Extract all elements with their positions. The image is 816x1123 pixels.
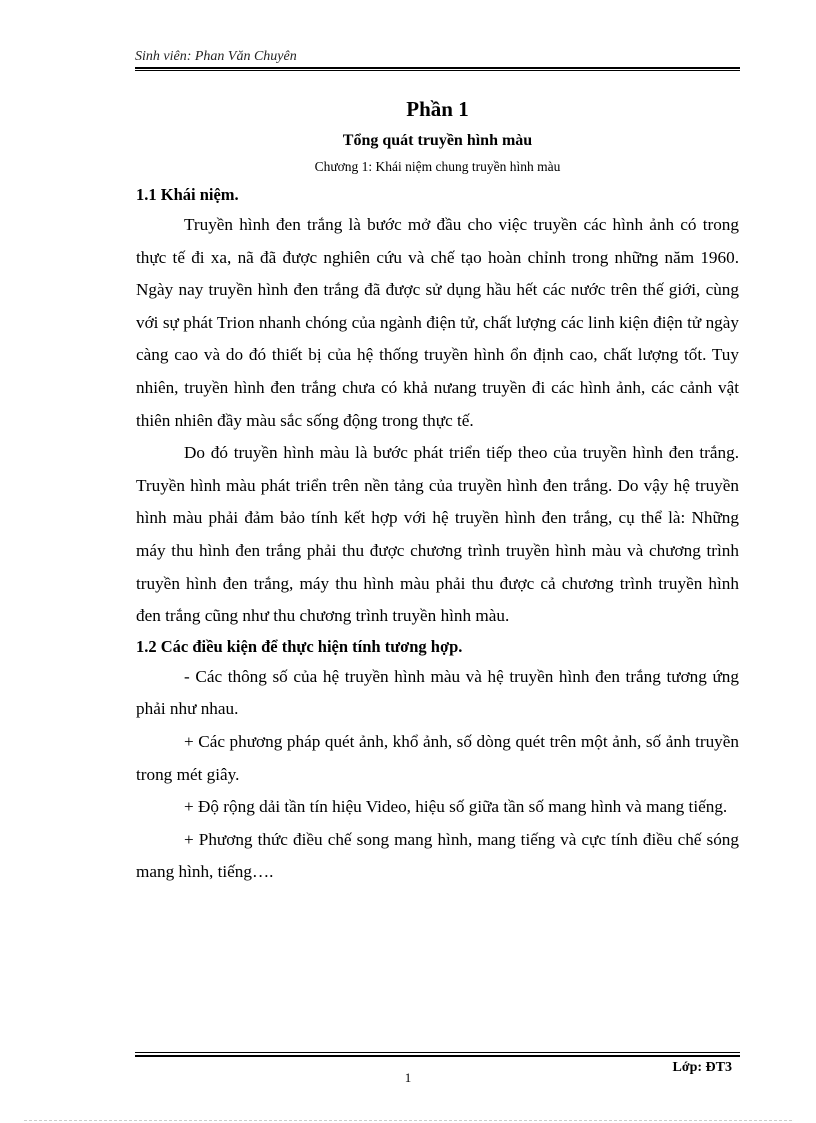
chapter-title: Chương 1: Khái niệm chung truyền hình màu — [314, 159, 561, 174]
list-item: + Phương thức điều chế song mang hình, mang tiếng và cực tính điều chế sóng mang hình, tiếng…. — [136, 829, 739, 882]
list-item: + Độ rộng dải tần tín hiệu Video, hiệu số giữa tần số mang hình và mang tiếng. — [184, 797, 728, 817]
section-title: Tổng quát truyền hình màu — [342, 132, 533, 149]
header-student-name: Sinh viên: Phan Văn Chuyên — [135, 49, 297, 64]
page-number: 1 — [404, 1070, 412, 1085]
heading-1-1: 1.1 Khái niệm. — [136, 185, 239, 204]
paragraph: Do đó truyền hình màu là bước phát triển tiếp theo của truyền hình đen trắng. Truyền hình màu phát triển trên nền tảng của truyền hình đen trắng. Do vậy hệ truyền hình màu phải đảm bảo tính kết hợp với hệ truyền hình đen trắng, cụ thể là: Những máy thu hình đen trắng phải thu được chương trình truyền hình màu và chương trình truyền hình đen trắng, máy thu hình màu phải thu được cả chương trình truyền hình đen trắng cũng như thu chương trình truyền hình màu. — [136, 443, 739, 626]
header-rule — [135, 67, 740, 69]
page-body — [136, 92, 739, 889]
page-break-line — [24, 1120, 792, 1121]
list-item: + Các phương pháp quét ảnh, khổ ảnh, số dòng quét trên một ảnh, số ảnh truyền trong mét giây. — [136, 731, 739, 784]
footer-rule-thin — [135, 1052, 740, 1053]
heading-1-2: 1.2 Các điều kiện để thực hiện tính tương hợp. — [136, 636, 463, 656]
list-item: - Các thông số của hệ truyền hình màu và hệ truyền hình đen trắng tương ứng phải như nhau. — [136, 666, 739, 719]
part-title: Phần 1 — [406, 97, 469, 121]
footer-rule — [135, 1055, 740, 1057]
footer-class-label: Lớp: ĐT3 — [672, 1060, 732, 1075]
paragraph: Truyền hình đen trắng là bước mở đầu cho việc truyền các hình ảnh có trong thực tế đi xa, nã đã được nghiên cứu và chế tạo hoàn chỉnh trong những năm 1960. Ngày nay truyền hình đen trắng đã được sử dụng hầu hết các nước trên thế giới, cùng với sự phát Trion nhanh chóng của ngành điện tử, chất lượng các linh kiện điện tử ngày càng cao và do đó thiết bị của hệ thống truyền hình ổn định cao, chất lượng tốt. Tuy nhiên, truyền hình đen trắng chưa có khả nưang truyền đi các hình ảnh, các cảnh vật thiên nhiên đầy màu sắc sống động trong thực tế. — [136, 215, 739, 430]
header-rule-thin — [135, 70, 740, 71]
